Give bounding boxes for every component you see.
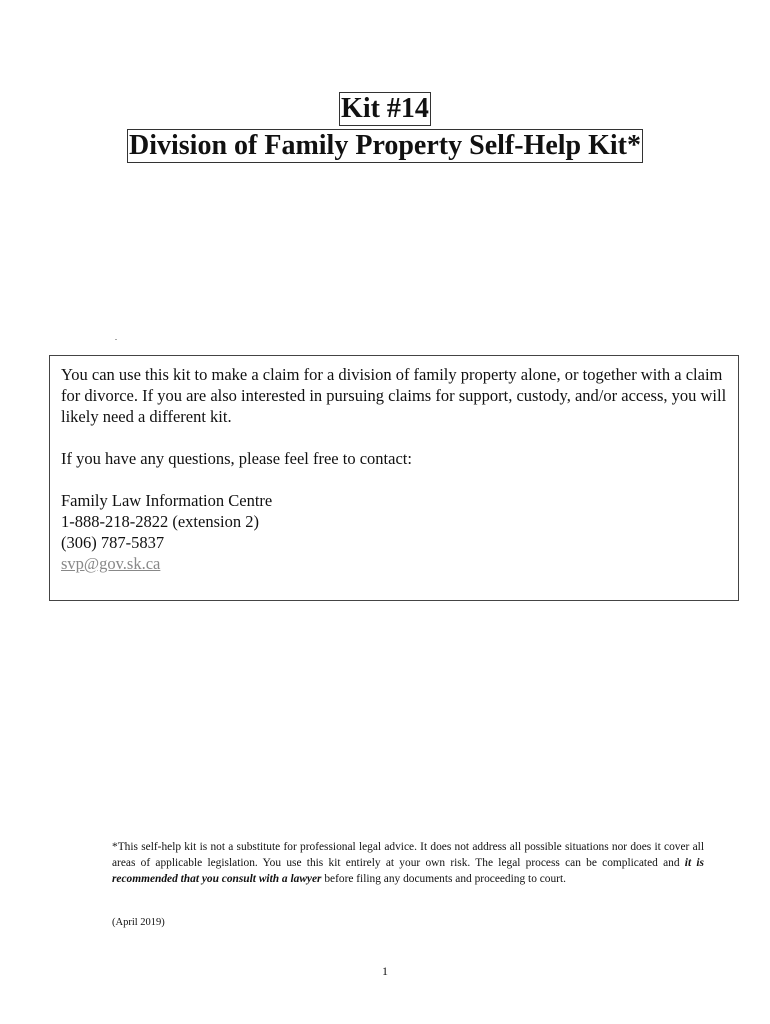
disclaimer-emphasis: it is recommended that you consult with a lawyer — [112, 857, 704, 885]
disclaimer-text — [112, 839, 704, 887]
disclaimer — [112, 839, 704, 887]
contact-organization: Family Law Information Centre — [61, 491, 273, 510]
stray-mark: . — [115, 333, 117, 342]
info-paragraph-questions: If you have any questions, please feel free to contact: — [61, 449, 412, 468]
kit-number-heading-line — [0, 92, 770, 126]
revision-date: (April 2019) — [112, 917, 165, 928]
kit-number-heading: Kit #14 — [341, 93, 429, 124]
contact-phone-tollfree: 1-888-218-2822 (extension 2) — [61, 512, 259, 531]
kit-title-heading: Division of Family Property Self-Help Kit* — [129, 130, 641, 161]
disclaimer-text-end: before filing any documents and proceeding to court. — [321, 873, 566, 885]
info-paragraph-usage: You can use this kit to make a claim for a division of family property alone, or together with a claim for divorce. If you are also interested in pursuing claims for support, custody, and/or access, you will likely need a different kit. — [61, 365, 727, 426]
kit-title-heading-line — [0, 129, 770, 163]
info-box — [49, 355, 739, 601]
disclaimer-text-start: *This self-help kit is not a substitute for professional legal advice. It does not address all possible situations nor does it cover all areas of applicable legislation. You use this kit entirely at your own risk. The legal process can be complicated and — [112, 841, 704, 869]
contact-email-link[interactable]: svp@gov.sk.ca — [61, 554, 161, 573]
contact-phone-local: (306) 787-5837 — [61, 533, 165, 552]
page-number: 1 — [382, 964, 388, 978]
